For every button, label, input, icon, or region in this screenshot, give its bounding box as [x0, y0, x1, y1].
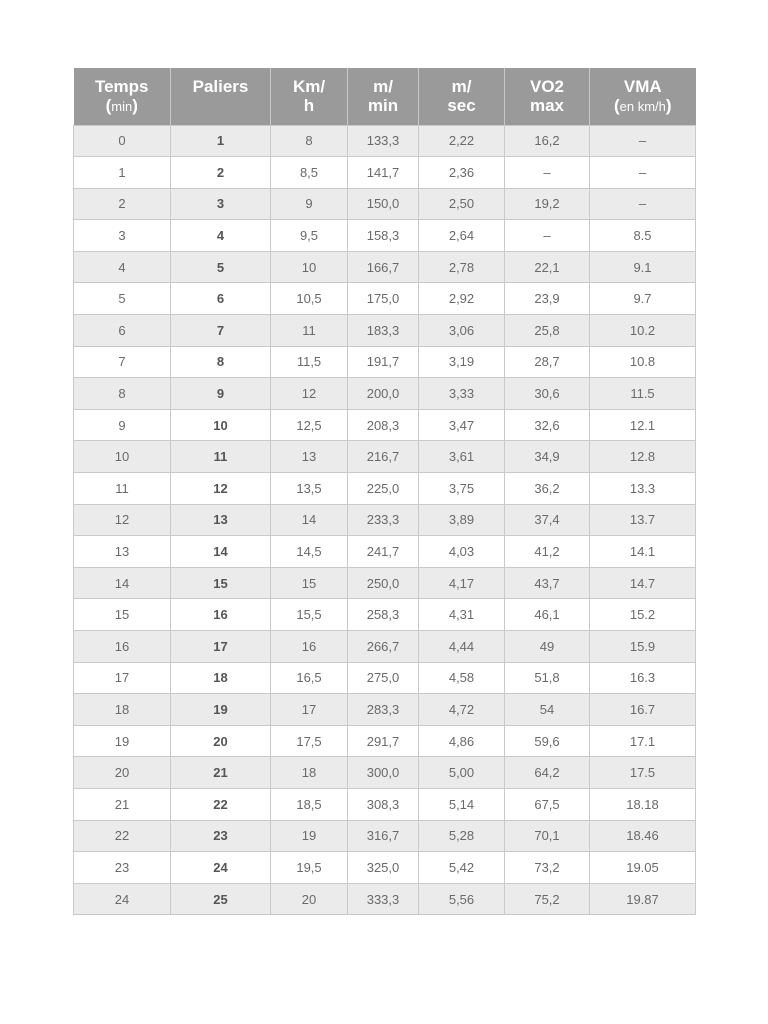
cell-mmin: 216,7 — [348, 441, 419, 473]
cell-msec: 3,47 — [419, 409, 505, 441]
cell-vo2max: 46,1 — [505, 599, 590, 631]
cell-temps: 20 — [74, 757, 171, 789]
table-row — [74, 409, 696, 441]
cell-palier: 18 — [171, 662, 271, 694]
table-row — [74, 662, 696, 694]
cell-msec: 3,06 — [419, 315, 505, 347]
header-mmin-line1: m/ — [373, 77, 393, 97]
cell-temps: 6 — [74, 315, 171, 347]
header-vo2max-line1: VO2 — [529, 77, 565, 97]
cell-kmh: 15,5 — [271, 599, 348, 631]
cell-vo2max: 75,2 — [505, 883, 590, 915]
cell-vma: 14.7 — [590, 567, 696, 599]
header-paliers — [171, 68, 271, 125]
cell-palier: 3 — [171, 188, 271, 220]
table-row — [74, 157, 696, 189]
cell-msec: 2,22 — [419, 125, 505, 157]
header-temps-paren-open: ( — [105, 95, 112, 115]
table-row — [74, 283, 696, 315]
cell-vo2max: 28,7 — [505, 346, 590, 378]
cell-kmh: 10,5 — [271, 283, 348, 315]
header-vo2max-line2: max — [529, 96, 565, 116]
cell-palier: 12 — [171, 473, 271, 505]
table-row — [74, 852, 696, 884]
cell-vma: – — [590, 125, 696, 157]
cell-kmh: 8,5 — [271, 157, 348, 189]
cell-vo2max: 25,8 — [505, 315, 590, 347]
cell-palier: 10 — [171, 409, 271, 441]
cell-mmin: 325,0 — [348, 852, 419, 884]
cell-mmin: 241,7 — [348, 536, 419, 568]
header-msec-line1: m/ — [451, 77, 472, 97]
cell-palier: 11 — [171, 441, 271, 473]
cell-vma: 17.5 — [590, 757, 696, 789]
cell-vma: 19.87 — [590, 883, 696, 915]
cell-kmh: 10 — [271, 251, 348, 283]
table-row — [74, 725, 696, 757]
cell-msec: 5,56 — [419, 883, 505, 915]
cell-mmin: 141,7 — [348, 157, 419, 189]
table-row — [74, 378, 696, 410]
cell-kmh: 19,5 — [271, 852, 348, 884]
cell-temps: 13 — [74, 536, 171, 568]
cell-vo2max: 30,6 — [505, 378, 590, 410]
cell-palier: 9 — [171, 378, 271, 410]
cell-palier: 20 — [171, 725, 271, 757]
cell-msec: 5,00 — [419, 757, 505, 789]
cell-mmin: 200,0 — [348, 378, 419, 410]
header-vma — [590, 68, 696, 125]
cell-vma: 11.5 — [590, 378, 696, 410]
cell-msec: 4,58 — [419, 662, 505, 694]
cell-kmh: 13 — [271, 441, 348, 473]
cell-vo2max: 34,9 — [505, 441, 590, 473]
cell-palier: 19 — [171, 694, 271, 726]
cell-vma: 10.2 — [590, 315, 696, 347]
cell-temps: 7 — [74, 346, 171, 378]
header-paliers-label: Paliers — [192, 77, 249, 96]
cell-mmin: 158,3 — [348, 220, 419, 252]
cell-temps: 10 — [74, 441, 171, 473]
cell-vo2max: – — [505, 157, 590, 189]
cell-vo2max: 16,2 — [505, 125, 590, 157]
cell-vma: 9.7 — [590, 283, 696, 315]
header-vma-line1: VMA — [623, 76, 662, 96]
cell-mmin: 183,3 — [348, 315, 419, 347]
header-mmin-line2: min — [367, 96, 399, 116]
cell-vma: – — [590, 188, 696, 220]
cell-msec: 2,36 — [419, 157, 505, 189]
cell-kmh: 12 — [271, 378, 348, 410]
cell-palier: 13 — [171, 504, 271, 536]
cell-msec: 4,72 — [419, 694, 505, 726]
cell-temps: 0 — [74, 125, 171, 157]
cell-vma: 13.7 — [590, 504, 696, 536]
cell-palier: 21 — [171, 757, 271, 789]
cell-vma: 10.8 — [590, 346, 696, 378]
cell-mmin: 233,3 — [348, 504, 419, 536]
cell-kmh: 14,5 — [271, 536, 348, 568]
cell-temps: 15 — [74, 599, 171, 631]
cell-msec: 4,03 — [419, 536, 505, 568]
cell-palier: 22 — [171, 788, 271, 820]
cell-vma: 8.5 — [590, 220, 696, 252]
cell-msec: 3,61 — [419, 441, 505, 473]
cell-temps: 16 — [74, 631, 171, 663]
cell-vo2max: 23,9 — [505, 283, 590, 315]
cell-msec: 4,17 — [419, 567, 505, 599]
cell-kmh: 13,5 — [271, 473, 348, 505]
table-row — [74, 125, 696, 157]
table-row — [74, 473, 696, 505]
cell-msec: 3,33 — [419, 378, 505, 410]
cell-vo2max: 43,7 — [505, 567, 590, 599]
cell-mmin: 308,3 — [348, 788, 419, 820]
cell-temps: 3 — [74, 220, 171, 252]
cell-vo2max: 37,4 — [505, 504, 590, 536]
table-row — [74, 536, 696, 568]
cell-vo2max: 73,2 — [505, 852, 590, 884]
cell-vma: 19.05 — [590, 852, 696, 884]
cell-msec: 2,92 — [419, 283, 505, 315]
table-row — [74, 631, 696, 663]
cell-palier: 14 — [171, 536, 271, 568]
cell-mmin: 258,3 — [348, 599, 419, 631]
header-row — [74, 68, 696, 125]
header-msec — [419, 68, 505, 125]
cell-msec: 2,50 — [419, 188, 505, 220]
cell-mmin: 266,7 — [348, 631, 419, 663]
cell-vma: 15.9 — [590, 631, 696, 663]
cell-vo2max: 41,2 — [505, 536, 590, 568]
cell-palier: 23 — [171, 820, 271, 852]
cell-palier: 15 — [171, 567, 271, 599]
table-row — [74, 694, 696, 726]
cell-temps: 17 — [74, 662, 171, 694]
header-mmin — [348, 68, 419, 125]
cell-msec: 5,14 — [419, 788, 505, 820]
cell-vo2max: – — [505, 220, 590, 252]
cell-msec: 3,75 — [419, 473, 505, 505]
cell-mmin: 283,3 — [348, 694, 419, 726]
cell-vo2max: 49 — [505, 631, 590, 663]
cell-temps: 12 — [74, 504, 171, 536]
cell-kmh: 14 — [271, 504, 348, 536]
cell-mmin: 250,0 — [348, 567, 419, 599]
header-vma-paren-close: ) — [665, 95, 672, 115]
cell-vo2max: 51,8 — [505, 662, 590, 694]
cell-vo2max: 67,5 — [505, 788, 590, 820]
cell-palier: 5 — [171, 251, 271, 283]
cell-msec: 4,44 — [419, 631, 505, 663]
cell-vma: 18.18 — [590, 788, 696, 820]
header-kmh — [271, 68, 348, 125]
cell-mmin: 208,3 — [348, 409, 419, 441]
table-row — [74, 883, 696, 915]
header-msec-line2: sec — [447, 96, 476, 116]
cell-temps: 22 — [74, 820, 171, 852]
header-vma-unit: en km/h — [619, 98, 666, 114]
table-row — [74, 188, 696, 220]
cell-vma: 13.3 — [590, 473, 696, 505]
cell-vo2max: 64,2 — [505, 757, 590, 789]
cell-msec: 3,89 — [419, 504, 505, 536]
cell-temps: 21 — [74, 788, 171, 820]
cell-vma: 16.7 — [590, 694, 696, 726]
cell-temps: 19 — [74, 725, 171, 757]
cell-vma: 18.46 — [590, 820, 696, 852]
cell-kmh: 12,5 — [271, 409, 348, 441]
cell-msec: 4,86 — [419, 725, 505, 757]
cell-vo2max: 32,6 — [505, 409, 590, 441]
cell-kmh: 9 — [271, 188, 348, 220]
cell-temps: 1 — [74, 157, 171, 189]
table-header — [74, 68, 696, 125]
cell-temps: 4 — [74, 251, 171, 283]
cell-msec: 2,78 — [419, 251, 505, 283]
header-vma-paren-open: ( — [613, 95, 620, 115]
table-body — [74, 125, 696, 915]
cell-mmin: 316,7 — [348, 820, 419, 852]
table-row — [74, 504, 696, 536]
table-row — [74, 820, 696, 852]
cell-vo2max: 70,1 — [505, 820, 590, 852]
cell-kmh: 15 — [271, 567, 348, 599]
cell-vma: 15.2 — [590, 599, 696, 631]
table-row — [74, 220, 696, 252]
header-temps-unit: min — [111, 98, 133, 114]
cell-temps: 11 — [74, 473, 171, 505]
cell-vo2max: 36,2 — [505, 473, 590, 505]
cell-kmh: 19 — [271, 820, 348, 852]
table-row — [74, 757, 696, 789]
cell-kmh: 17 — [271, 694, 348, 726]
header-temps-line1: Temps — [94, 76, 149, 96]
cell-msec: 4,31 — [419, 599, 505, 631]
cell-palier: 8 — [171, 346, 271, 378]
cell-mmin: 166,7 — [348, 251, 419, 283]
cell-msec: 5,28 — [419, 820, 505, 852]
cell-kmh: 11,5 — [271, 346, 348, 378]
header-temps-paren-close: ) — [132, 95, 138, 115]
cell-mmin: 333,3 — [348, 883, 419, 915]
cell-kmh: 18 — [271, 757, 348, 789]
cell-palier: 17 — [171, 631, 271, 663]
table-row — [74, 567, 696, 599]
cell-palier: 16 — [171, 599, 271, 631]
cell-palier: 25 — [171, 883, 271, 915]
cell-kmh: 17,5 — [271, 725, 348, 757]
cell-kmh: 20 — [271, 883, 348, 915]
cell-mmin: 291,7 — [348, 725, 419, 757]
cell-palier: 7 — [171, 315, 271, 347]
cell-mmin: 133,3 — [348, 125, 419, 157]
cell-palier: 1 — [171, 125, 271, 157]
cell-kmh: 9,5 — [271, 220, 348, 252]
cell-temps: 9 — [74, 409, 171, 441]
cell-kmh: 16,5 — [271, 662, 348, 694]
table-row — [74, 788, 696, 820]
cell-temps: 23 — [74, 852, 171, 884]
cell-mmin: 300,0 — [348, 757, 419, 789]
cell-palier: 6 — [171, 283, 271, 315]
cell-temps: 2 — [74, 188, 171, 220]
table-row — [74, 315, 696, 347]
cell-vma: 12.1 — [590, 409, 696, 441]
cell-mmin: 191,7 — [348, 346, 419, 378]
cell-palier: 24 — [171, 852, 271, 884]
cell-vo2max: 19,2 — [505, 188, 590, 220]
cell-msec: 2,64 — [419, 220, 505, 252]
cell-temps: 5 — [74, 283, 171, 315]
table-row — [74, 441, 696, 473]
cell-vo2max: 54 — [505, 694, 590, 726]
cell-palier: 2 — [171, 157, 271, 189]
table-row — [74, 346, 696, 378]
header-kmh-line1: Km/ — [292, 77, 326, 97]
cell-vo2max: 59,6 — [505, 725, 590, 757]
cell-kmh: 16 — [271, 631, 348, 663]
cell-vma: 14.1 — [590, 536, 696, 568]
cell-vma: 9.1 — [590, 251, 696, 283]
vma-table — [73, 68, 696, 915]
cell-msec: 5,42 — [419, 852, 505, 884]
cell-vma: 17.1 — [590, 725, 696, 757]
header-temps — [74, 68, 171, 125]
cell-mmin: 150,0 — [348, 188, 419, 220]
cell-temps: 8 — [74, 378, 171, 410]
cell-vma: 16.3 — [590, 662, 696, 694]
cell-palier: 4 — [171, 220, 271, 252]
header-vo2max — [505, 68, 590, 125]
table-row — [74, 599, 696, 631]
cell-vma: – — [590, 157, 696, 189]
cell-mmin: 225,0 — [348, 473, 419, 505]
cell-kmh: 8 — [271, 125, 348, 157]
cell-temps: 18 — [74, 694, 171, 726]
cell-temps: 14 — [74, 567, 171, 599]
cell-msec: 3,19 — [419, 346, 505, 378]
cell-vma: 12.8 — [590, 441, 696, 473]
cell-kmh: 11 — [271, 315, 348, 347]
cell-mmin: 275,0 — [348, 662, 419, 694]
table-row — [74, 251, 696, 283]
cell-vo2max: 22,1 — [505, 251, 590, 283]
cell-kmh: 18,5 — [271, 788, 348, 820]
header-kmh-line2: h — [303, 96, 315, 116]
cell-mmin: 175,0 — [348, 283, 419, 315]
cell-temps: 24 — [74, 883, 171, 915]
